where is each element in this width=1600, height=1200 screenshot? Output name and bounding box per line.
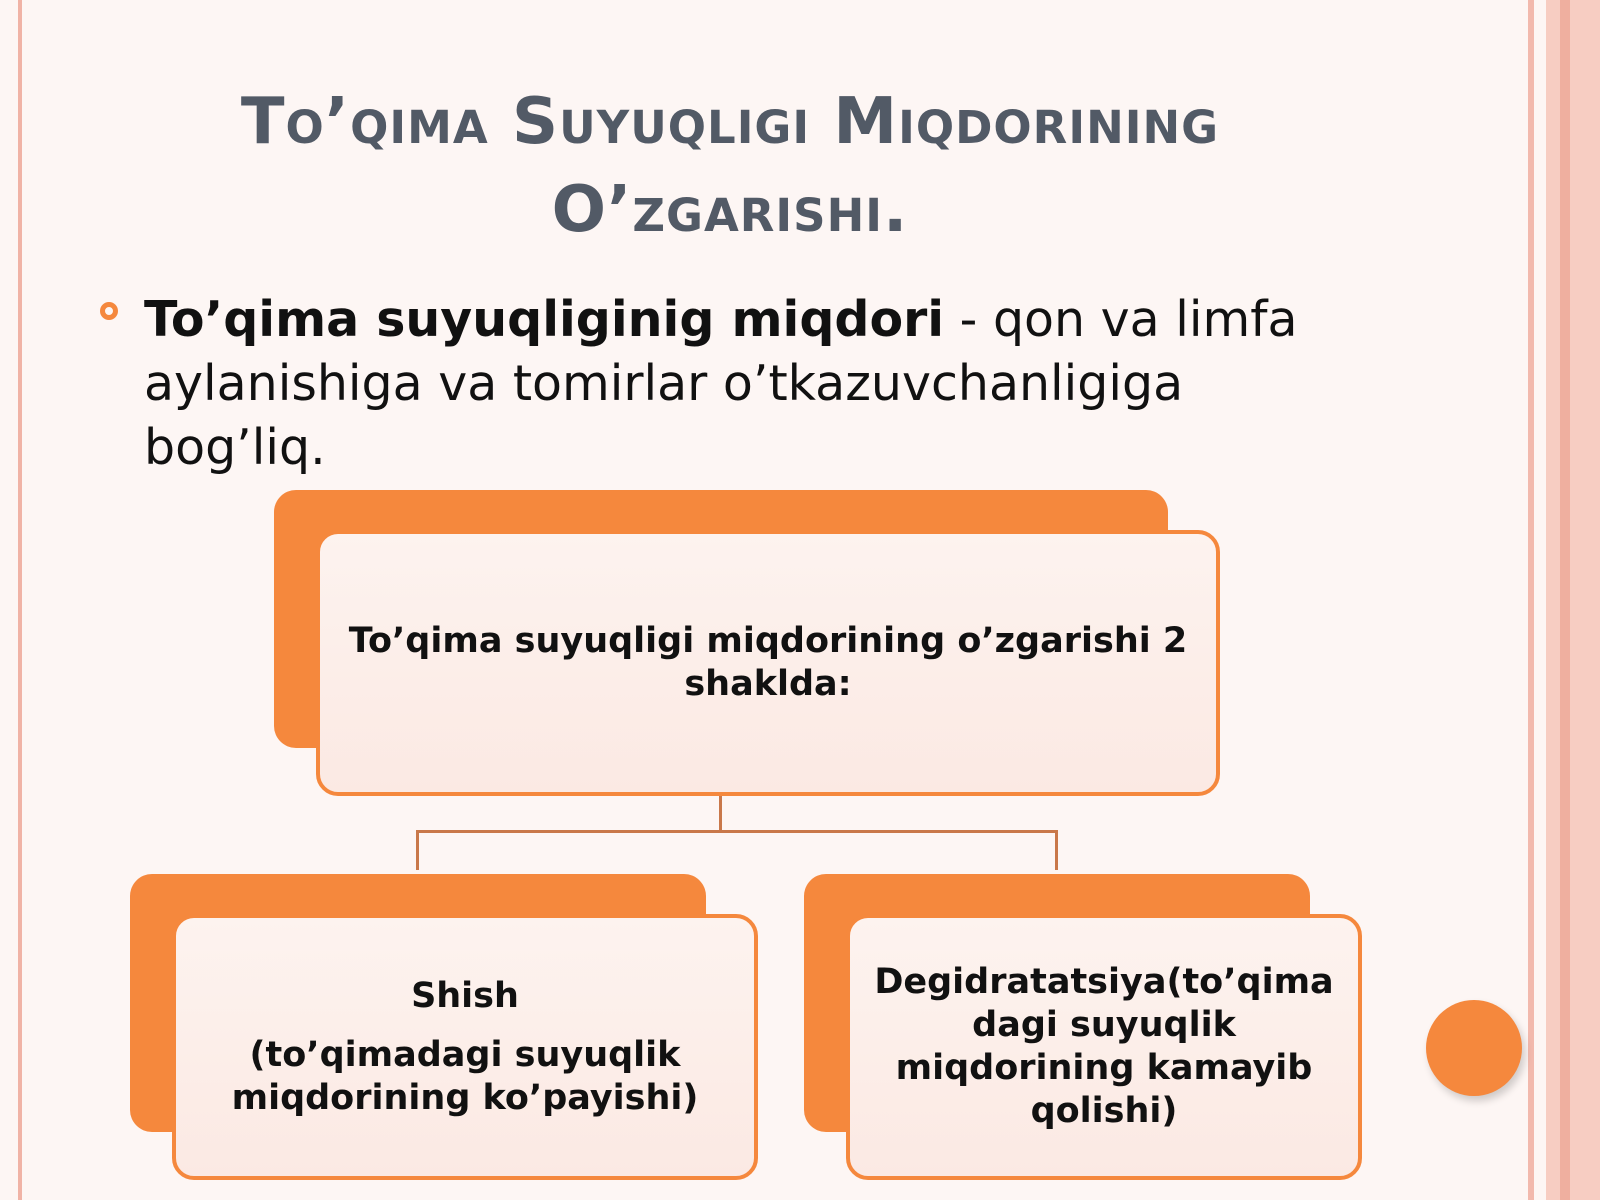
slide-title: [170, 78, 1290, 254]
diagram-top-node: [274, 490, 1220, 796]
bullet-circle-icon: [100, 302, 118, 320]
decorative-orange-circle: [1426, 1000, 1522, 1096]
bullet-description: - qon va limfa aylanishiga va tomirlar o’tkazuvchanligiga bog’liq.: [144, 291, 1298, 476]
right-node-box: [846, 914, 1362, 1180]
diagram-left-node: [130, 874, 758, 1180]
top-node-box: [316, 530, 1220, 796]
title-line-2: O’zgarishi.: [551, 173, 909, 247]
connector-vertical-top: [719, 796, 722, 832]
left-node-title: Shish: [411, 975, 519, 1016]
left-node-description: (to’qimadagi suyuqlik miqdorining ko’payishi): [231, 1034, 699, 1118]
connector-horizontal: [416, 830, 1058, 833]
slide-left-border: [0, 0, 22, 1200]
top-node-text: To’qima suyuqligi miqdorining o’zgarishi 2 shaklda:: [348, 621, 1188, 704]
diagram-right-node: [804, 874, 1362, 1180]
slide-right-stripe-inner: [1560, 0, 1570, 1200]
connector-left-drop: [416, 830, 419, 870]
connector-right-drop: [1055, 830, 1058, 870]
slide-right-band: [1546, 0, 1600, 1200]
bullet-bold-term: To’qima suyuqliginig miqdori: [144, 291, 945, 348]
title-line-1: To’qima Suyuqligi Miqdorining: [240, 85, 1220, 159]
slide-right-stripe: [1528, 0, 1534, 1200]
bullet-paragraph: [144, 288, 1304, 480]
right-node-text: Degidratatsiya(to’qima dagi suyuqlik miqdorining kamayib qolishi): [874, 962, 1334, 1131]
left-node-box: [172, 914, 758, 1180]
